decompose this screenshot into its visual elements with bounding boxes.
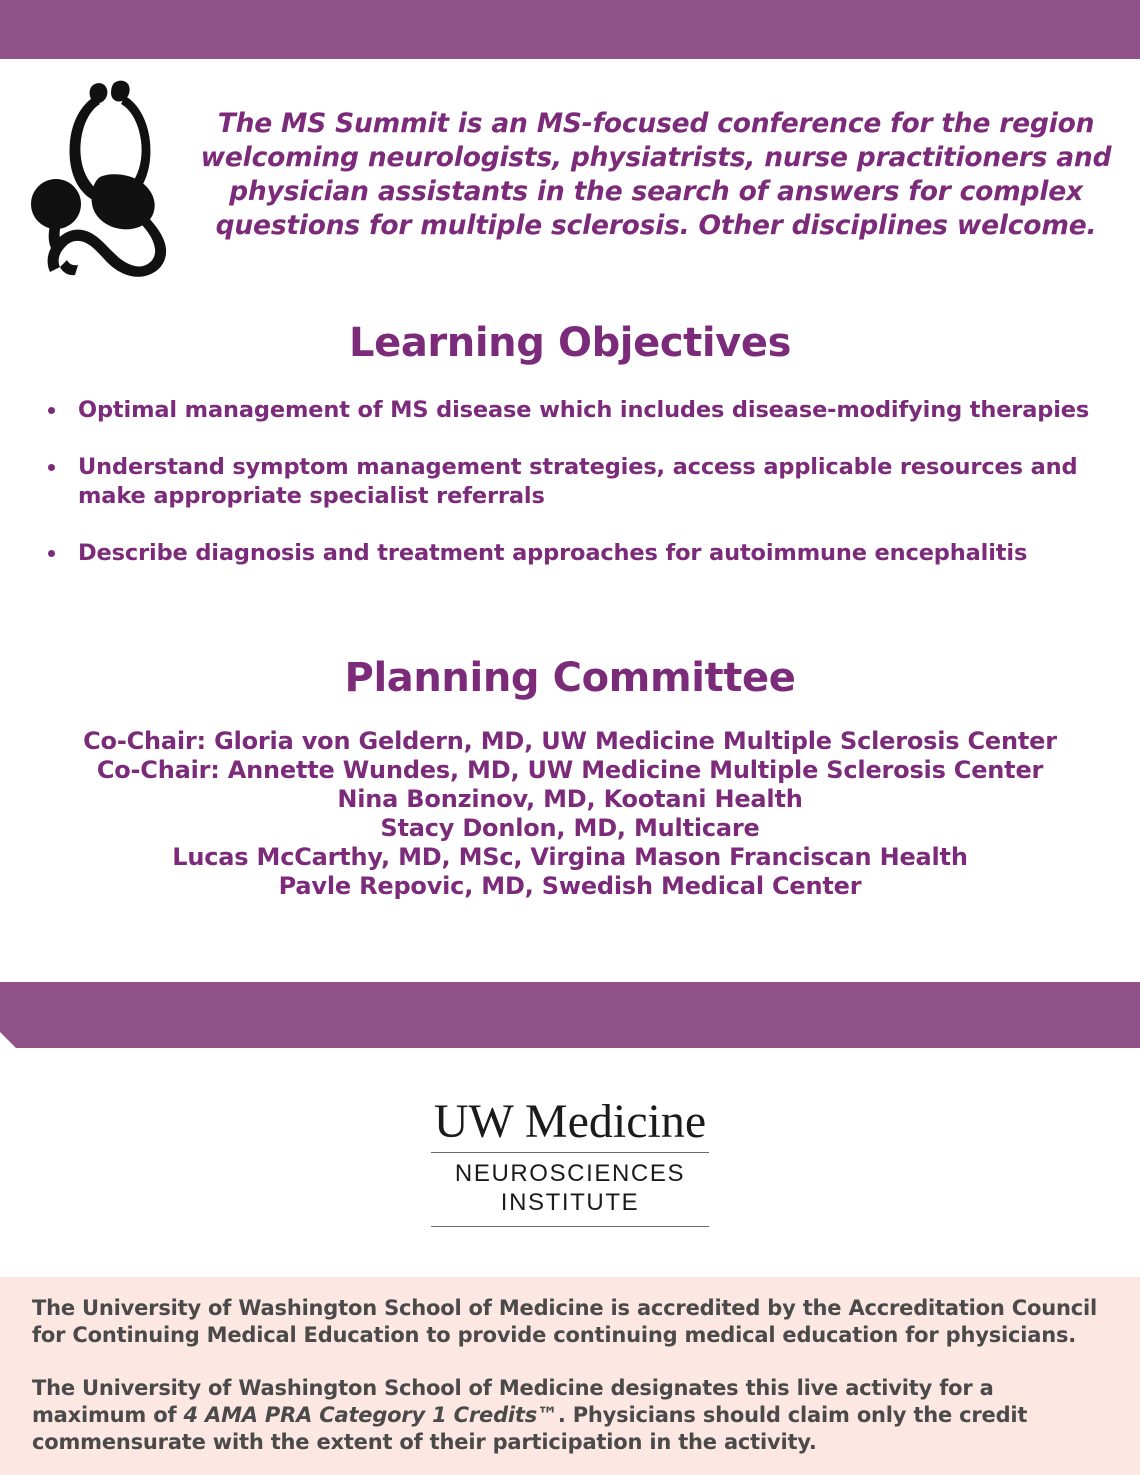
list-item: Co-Chair: Gloria von Geldern, MD, UW Medicine Multiple Sclerosis Center	[83, 727, 1057, 755]
top-purple-band	[0, 0, 1140, 59]
list-item: Stacy Donlon, MD, Multicare	[380, 814, 760, 842]
logo-divider-top	[431, 1152, 709, 1153]
accreditation-paragraph-1: The University of Washington School of Medicine is accredited by the Accreditation Council for Continuing Medical Education to provide continuing medical education for physicians.	[32, 1296, 1097, 1347]
intro-description: The MS Summit is an MS-focused conference for the region welcoming neurologists, physiatrists, nurse practitioners and physician assistants in the search of answers for complex questions for multiple sclerosis. Other disciplines welcome.	[200, 108, 1112, 241]
middle-purple-band	[0, 982, 1140, 1048]
planning-committee-list	[0, 727, 1140, 901]
accreditation-paragraph-2	[32, 1375, 1112, 1456]
accreditation-footer	[0, 1277, 1140, 1475]
list-item	[0, 396, 1140, 425]
planning-committee-heading: Planning Committee	[344, 655, 796, 701]
bullet-dot-icon	[48, 550, 55, 557]
credit-designation-prefix: The University of Washington School of Medicine designates this live activity for a maximum of	[32, 1376, 994, 1427]
credit-designation-suffix: . Physicians should claim only the credit commensurate with the extent of their participation in the activity.	[32, 1403, 1028, 1454]
logo-divider-bottom	[431, 1226, 709, 1227]
learning-objectives-heading: Learning Objectives	[349, 320, 791, 366]
learning-objectives-list	[0, 396, 1140, 596]
objective-text: Optimal management of MS disease which includes disease-modifying therapies	[78, 397, 1090, 423]
credit-designation-credits: 4 AMA PRA Category 1 Credits™	[183, 1403, 558, 1427]
stethoscope-icon	[28, 77, 193, 282]
list-item: Nina Bonzinov, MD, Kootani Health	[337, 785, 803, 813]
objective-text: Describe diagnosis and treatment approaches for autoimmune encephalitis	[78, 540, 1028, 566]
list-item: Pavle Repovic, MD, Swedish Medical Center	[278, 872, 862, 900]
objective-text: Understand symptom management strategies, access applicable resources and make appropriate specialist referrals	[78, 454, 1078, 509]
band-corner-notch	[0, 1032, 16, 1048]
logo-subtitle-line1: NEUROSCIENCES	[454, 1160, 686, 1187]
intro-section	[0, 59, 1140, 289]
list-item: Lucas McCarthy, MD, MSc, Virgina Mason Franciscan Health	[172, 843, 968, 871]
bullet-dot-icon	[48, 407, 55, 414]
list-item	[0, 453, 1140, 511]
logo-wordmark: UW Medicine	[433, 1095, 707, 1148]
list-item	[0, 539, 1140, 568]
uw-medicine-logo	[0, 1096, 1140, 1227]
logo-subtitle-line2: INSTITUTE	[500, 1189, 640, 1216]
bullet-dot-icon	[48, 464, 55, 471]
list-item: Co-Chair: Annette Wundes, MD, UW Medicine Multiple Sclerosis Center	[96, 756, 1044, 784]
